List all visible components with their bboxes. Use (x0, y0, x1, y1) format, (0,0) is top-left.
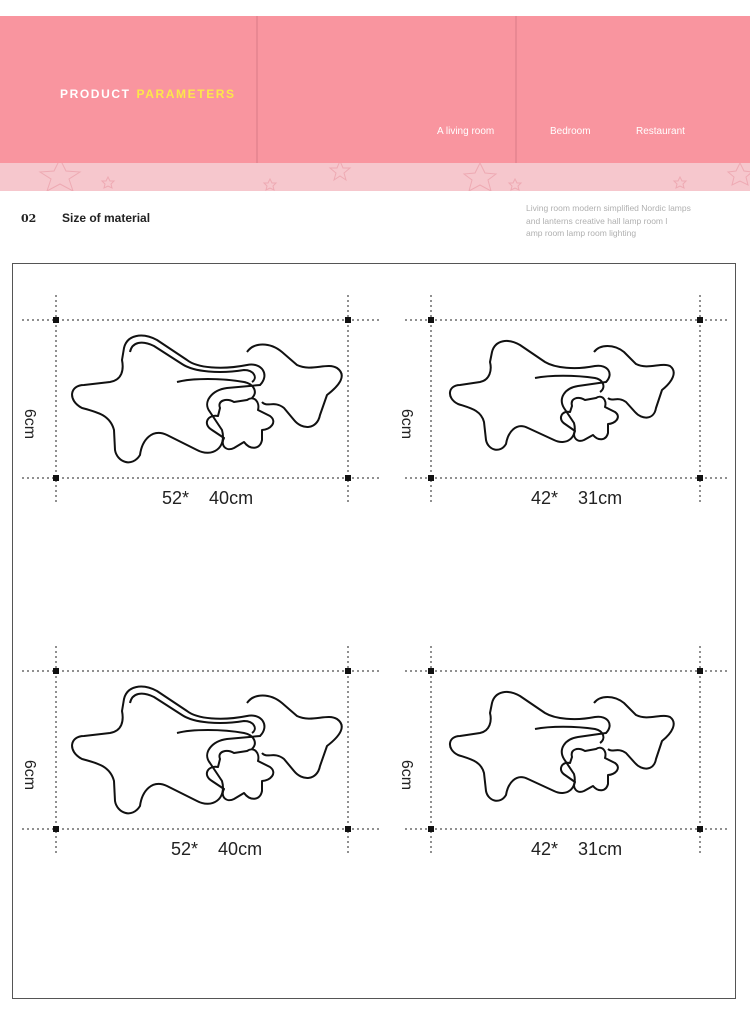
width-label (531, 488, 622, 509)
size-a: 52* (162, 488, 190, 508)
room-label-bedroom: Bedroom (550, 126, 591, 137)
width-label (162, 488, 253, 509)
size-diagram (400, 290, 750, 510)
section-number: 02 (21, 212, 37, 225)
width-label (171, 839, 262, 860)
lamp-outline-drawing (22, 290, 382, 510)
banner-title-part2: PARAMETERS (136, 87, 236, 101)
size-diagram (400, 641, 750, 861)
decorative-star-stripe (0, 163, 750, 191)
room-label-living: A living room (437, 126, 495, 137)
height-label: 6cm (21, 759, 39, 791)
lamp-outline-drawing (22, 641, 382, 861)
section-description (526, 202, 726, 240)
size-diagram (22, 290, 382, 510)
description-line: Living room modern simplified Nordic lamps (526, 203, 691, 213)
size-a: 42* (531, 488, 559, 508)
room-label-restaurant: Restaurant (636, 126, 685, 137)
size-b: 31cm (578, 839, 623, 859)
width-label (531, 839, 622, 860)
header-banner (0, 16, 750, 163)
height-label: 6cm (398, 759, 416, 791)
size-b: 40cm (209, 488, 254, 508)
size-diagram (22, 641, 382, 861)
size-b: 40cm (218, 839, 263, 859)
size-a: 52* (171, 839, 199, 859)
banner-divider (515, 16, 517, 163)
banner-title-part1: PRODUCT (60, 87, 131, 101)
lamp-outline-drawing (400, 290, 750, 510)
lamp-outline-drawing (400, 641, 750, 861)
description-line: amp room lamp room lighting (526, 228, 637, 238)
height-label: 6cm (21, 408, 39, 440)
size-a: 42* (531, 839, 559, 859)
size-b: 31cm (578, 488, 623, 508)
banner-title (60, 87, 236, 101)
height-label: 6cm (398, 408, 416, 440)
section-title: Size of material (62, 211, 151, 225)
star-pattern-icon (0, 163, 750, 191)
banner-divider (256, 16, 258, 163)
description-line: and lanterns creative hall lamp room l (526, 215, 668, 226)
